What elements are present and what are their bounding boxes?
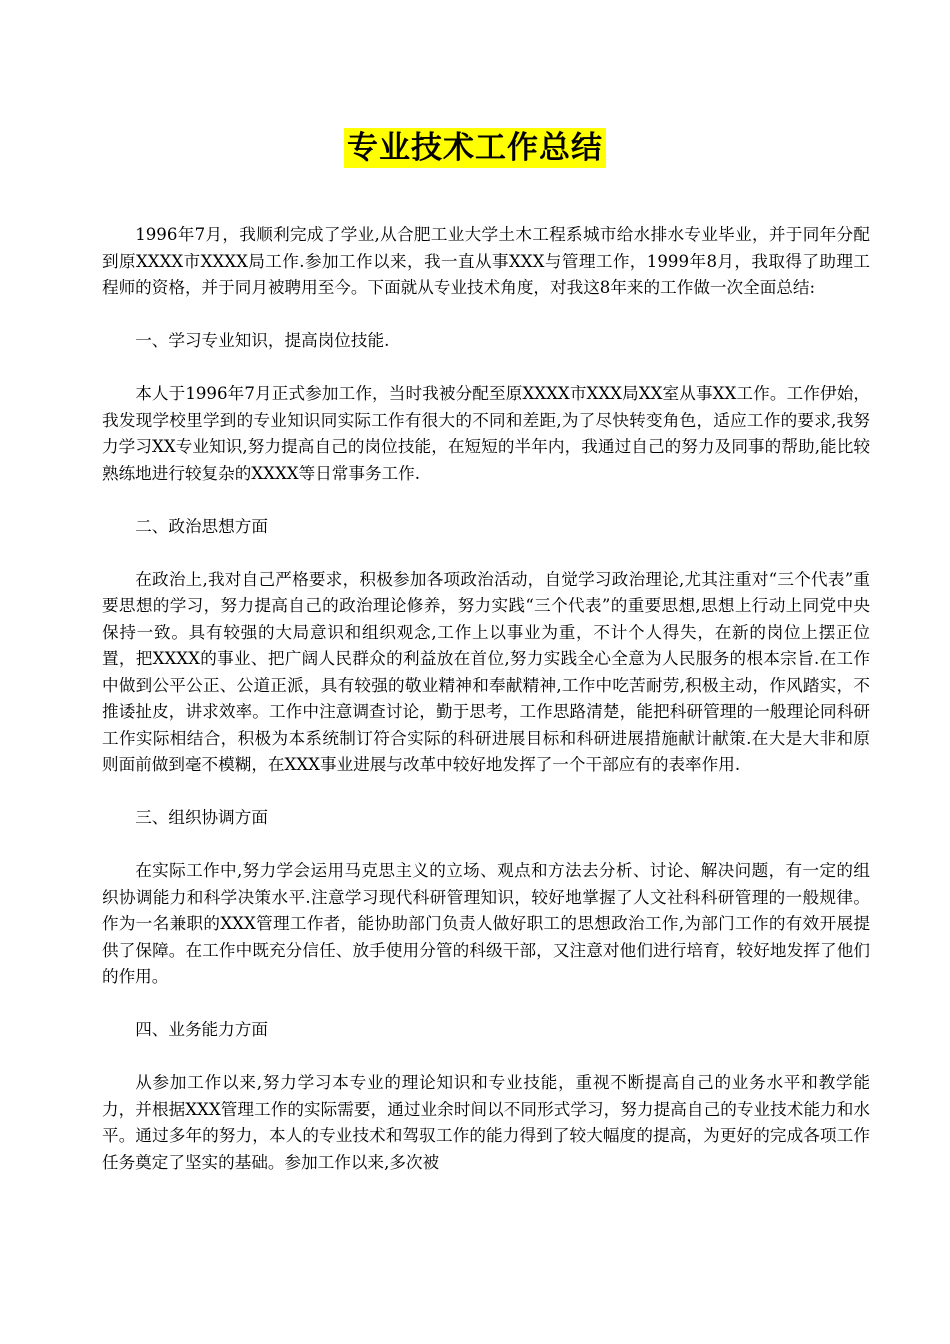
title-container [0, 128, 950, 168]
document-body [102, 222, 870, 1203]
paragraph-ability: 从参加工作以来,努力学习本专业的理论知识和专业技能，重视不断提高自己的业务水平和教学能力，并根据XXX管理工作的实际需要，通过业余时间以不同形式学习，努力提高自己的专业技术能力和水平。通过多年的努力，本人的专业技术和驾驭工作的能力得到了较大幅度的提高，为更好的完成各项工作任务奠定了坚实的基础。参加工作以来,多次被 [102, 1073, 870, 1172]
paragraph-intro: 1996年7月，我顺利完成了学业,从合肥工业大学土木工程系城市给水排水专业毕业，并于同年分配到原XXXX市XXXX局工作.参加工作以来，我一直从事XXX与管理工作，1999年8月，我取得了助理工程师的资格，并于同月被聘用至今。下面就从专业技术角度，对我这8年来的工作做一次全面总结: [102, 225, 870, 297]
document-title: 专业技术工作总结 [344, 128, 606, 168]
paragraph-politics: 在政治上,我对自己严格要求，积极参加各项政治活动，自觉学习政治理论,尤其注重对“三个代表”重要思想的学习，努力提高自己的政治理论修养，努力实践“三个代表”的重要思想,思想上行动上同党中央保持一致。具有较强的大局意识和组织观念,工作上以事业为重，不计个人得失，在新的岗位上摆正位置，把XXXX的事业、把广阔人民群众的利益放在首位,努力实践全心全意为人民服务的根本宗旨.在工作中做到公平公正、公道正派，具有较强的敬业精神和奉献精神,工作中吃苦耐劳,积极主动，作风踏实，不推诿扯皮，讲求效率。工作中注意调查讨论，勤于思考，工作思路清楚，能把科研管理的一般理论同科研工作实际相结合，积极为本系统制订符合实际的科研进展目标和科研进展措施献计献策.在大是大非和原则面前做到毫不模糊，在XXX事业进展与改革中较好地发挥了一个干部应有的表率作用. [102, 569, 870, 774]
section-heading-4: 四、业务能力方面 [135, 1020, 268, 1039]
section-heading-3: 三、组织协调方面 [135, 808, 268, 827]
paragraph-study: 本人于1996年7月正式参加工作，当时我被分配至原XXXX市XXX局XX室从事XX工作。工作伊始，我发现学校里学到的专业知识同实际工作有很大的不同和差距,为了尽快转变角色，适应工作的要求,我努力学习XX专业知识,努力提高自己的岗位技能，在短短的半年内，我通过自己的努力及同事的帮助,能比较熟练地进行较复杂的XXXX等日常事务工作. [102, 384, 870, 483]
paragraph-organization: 在实际工作中,努力学会运用马克思主义的立场、观点和方法去分析、讨论、解决问题，有一定的组织协调能力和科学决策水平.注意学习现代科研管理知识，较好地掌握了人文社科科研管理的一般规律。作为一名兼职的XXX管理工作者，能协助部门负责人做好职工的思想政治工作,为部门工作的有效开展提供了保障。在工作中既充分信任、放手使用分管的科级干部，又注意对他们进行培育，较好地发挥了他们的作用。 [102, 861, 870, 986]
section-heading-2: 二、政治思想方面 [135, 516, 268, 536]
section-heading-1: 一、学习专业知识，提高岗位技能. [135, 331, 390, 350]
